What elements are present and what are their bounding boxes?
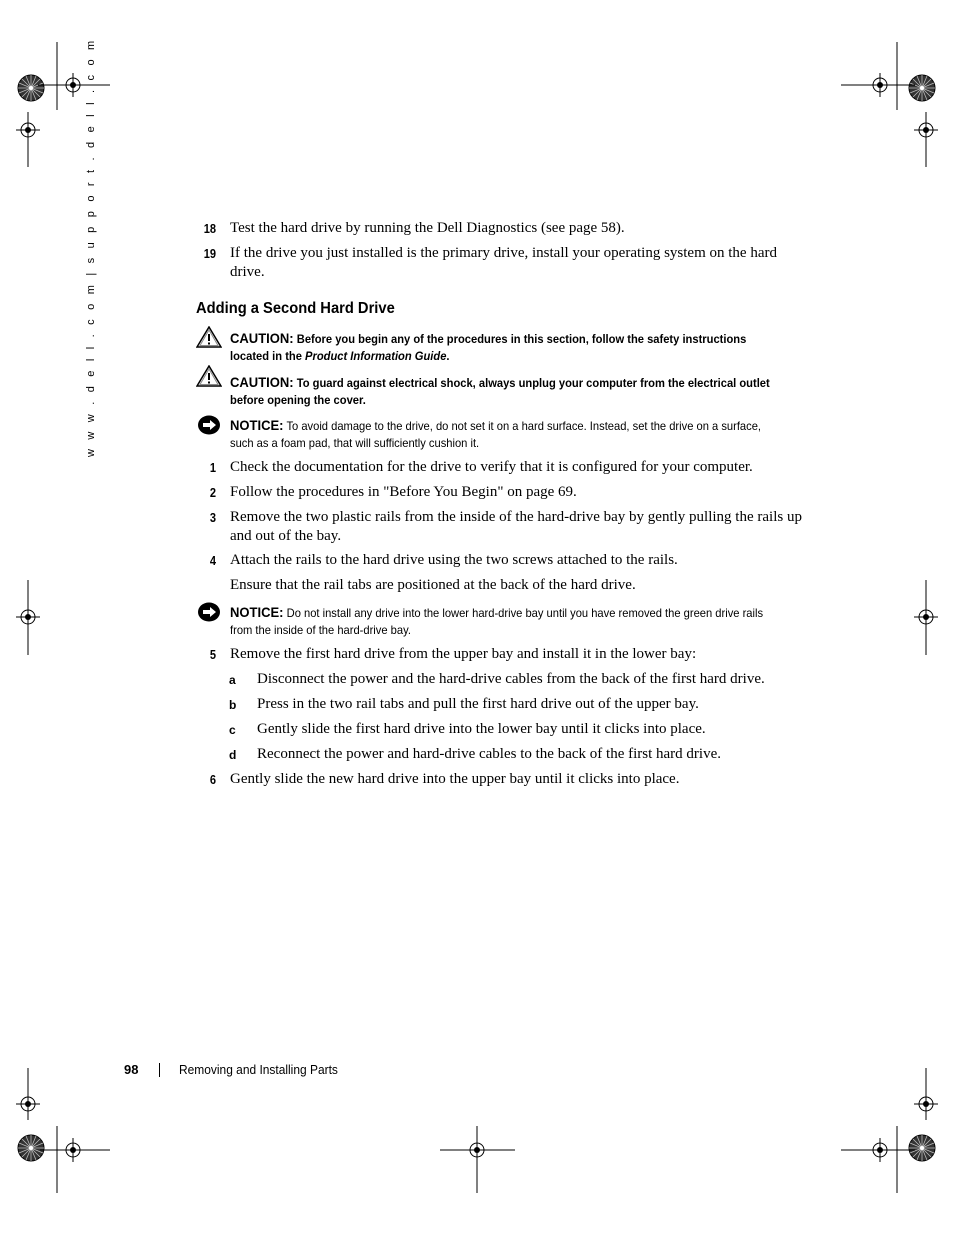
caution-note: CAUTION: Before you begin any of the procedures in this section, follow the safety instructions located in the Product Information Guide. <box>230 330 747 363</box>
side-url: w w w . d e l l . c o m | s u p p o r t . d e l l . c o m <box>85 37 97 457</box>
step-text: If the drive you just installed is the primary drive, install your operating system on the hard drive. <box>230 245 777 280</box>
caution-note: CAUTION: To guard against electrical shock, always unplug your computer from the electrical outlet before opening the cover. <box>230 374 770 407</box>
step-number: 18 <box>203 221 216 236</box>
notice-icon <box>197 414 223 436</box>
step-text: Follow the procedures in "Before You Begin" on page 69. <box>230 484 577 500</box>
substep-text: Disconnect the power and the hard-drive cables from the back of the first hard drive. <box>257 671 765 687</box>
substep-text: Reconnect the power and hard-drive cables to the back of the first hard drive. <box>257 746 721 762</box>
chapter-title: Removing and Installing Parts <box>179 1062 338 1077</box>
notice-note: NOTICE: To avoid damage to the drive, do not set it on a hard surface. Instead, set the drive on a surface, such as a foam pad, that will sufficiently cushion it. <box>230 417 762 450</box>
step-text: Attach the rails to the hard drive using the two screws attached to the rails. <box>230 552 678 568</box>
substep-letter: c <box>229 723 236 737</box>
color-target-icon <box>909 75 935 101</box>
step-number: 1 <box>209 460 216 475</box>
color-target-icon <box>909 1135 935 1161</box>
step-number: 6 <box>209 772 216 787</box>
color-target-icon <box>18 75 44 101</box>
step-text: Gently slide the new hard drive into the upper bay until it clicks into place. <box>230 771 680 787</box>
notice-note: NOTICE: Do not install any drive into the lower hard-drive bay until you have removed the green drive rails from the inside of the hard-drive bay. <box>230 604 764 637</box>
step-text: Remove the first hard drive from the upper bay and install it in the lower bay: <box>230 646 697 662</box>
step-number: 2 <box>209 485 216 500</box>
step-number: 3 <box>209 510 216 525</box>
page-number: 98 <box>124 1062 139 1077</box>
step-number: 4 <box>209 553 216 568</box>
caution-label: CAUTION: <box>230 330 294 346</box>
step-number: 19 <box>203 246 216 261</box>
color-target-icon <box>18 1135 44 1161</box>
substep-text: Gently slide the first hard drive into the lower bay until it clicks into place. <box>257 721 706 737</box>
step-number: 5 <box>209 647 216 662</box>
section-title: Adding a Second Hard Drive <box>196 300 395 317</box>
substep-letter: d <box>229 748 237 762</box>
caution-label: CAUTION: <box>230 374 294 390</box>
notice-label: NOTICE: <box>230 604 284 620</box>
caution-triangle-icon <box>196 365 222 387</box>
caution-triangle-icon <box>196 326 222 348</box>
notice-icon <box>197 601 223 623</box>
notice-label: NOTICE: <box>230 417 284 433</box>
step-text: Test the hard drive by running the Dell Diagnostics (see page 58). <box>230 220 625 236</box>
footer-divider <box>159 1063 160 1077</box>
step-text: Check the documentation for the drive to verify that it is configured for your computer. <box>230 459 753 475</box>
step-note: Ensure that the rail tabs are positioned at the back of the hard drive. <box>230 577 636 593</box>
step-text: Remove the two plastic rails from the inside of the hard-drive bay by gently pulling the rails up and out of the bay. <box>230 509 802 544</box>
substep-letter: b <box>229 698 237 712</box>
substep-text: Press in the two rail tabs and pull the first hard drive out of the upper bay. <box>257 696 699 712</box>
substep-letter: a <box>229 673 236 687</box>
